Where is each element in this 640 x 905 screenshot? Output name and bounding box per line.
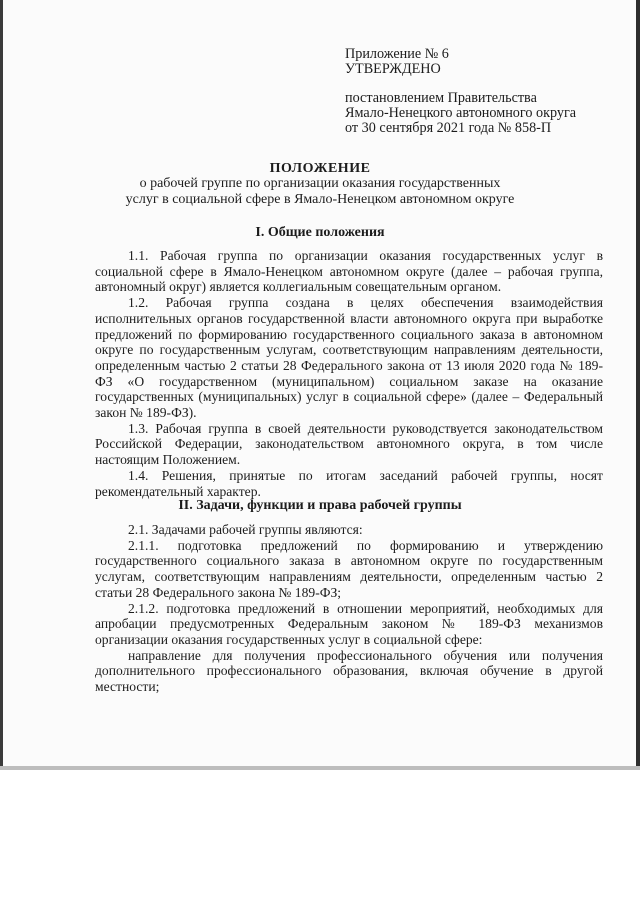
government-line: Ямало-Ненецкого автономного округа — [345, 105, 577, 121]
section-heading-general: I. Общие положения — [255, 225, 385, 240]
paragraph: 1.1. Рабочая группа по организации оказания государственных услуг в социальной сфере в Ямало-Ненецком автономном округе (далее – рабочая группа, автономный округ) является коллегиальным совещательным органом. — [95, 248, 603, 295]
approval-stamp-block — [345, 47, 576, 136]
document-subtitle — [0, 176, 640, 207]
paragraph: 1.4. Решения, принятые по итогам заседаний рабочей группы, носят рекомендательный характер. — [95, 467, 603, 499]
paragraph: 2.1.1. подготовка предложений по формированию и утверждению государственного социального заказа в автономном округе по государственным услугам, соответствующим направлениям деятельности, определенным частью 2 статьи 28 Федерального закона № 189-ФЗ; — [95, 537, 603, 600]
subtitle-line: услуг в социальной сфере в Ямало-Ненецком автономном округе — [125, 191, 515, 207]
appendix-number: Приложение № 6 — [345, 46, 449, 62]
paragraph: 2.1. Задачами рабочей группы являются: — [128, 522, 363, 537]
scan-edge-bottom — [0, 766, 640, 770]
section-body-tasks — [95, 522, 603, 695]
resolution-date: от 30 сентября 2021 года № 858-П — [345, 120, 552, 136]
paragraph: 1.2. Рабочая группа создана в целях обеспечения взаимодействия исполнительных органов государственной власти автономного округа при выработке предложений по формированию государственного социального заказа в автономном округе по государственным услугам, соответствующим направлениям деятельности, определенным частью 2 статьи 28 Федерального закона от 13 июля 2020 года № 189-ФЗ «О государственном (муниципальном) социальном заказе на оказание государственных (муниципальных) услуг в социальной сфере» (далее – Федеральный закон № 189-ФЗ). — [95, 295, 603, 421]
section-heading-tasks: II. Задачи, функции и права рабочей группы — [178, 498, 462, 513]
paragraph: 1.3. Рабочая группа в своей деятельности руководствуется законодательством Российской Федерации, законодательством автономного округа, в том числе настоящим Положением. — [95, 420, 603, 468]
section-body-general — [95, 248, 603, 499]
document-title: ПОЛОЖЕНИЕ — [269, 161, 371, 176]
subtitle-line: о рабочей группе по организации оказания государственных — [139, 176, 501, 191]
paragraph: 2.1.2. подготовка предложений в отношении мероприятий, необходимых для апробации предусмотренных Федеральным законом № 189-ФЗ механизмов организации оказания государственных услуг в социальной сфере: — [95, 600, 603, 647]
approved-label: УТВЕРЖДЕНО — [345, 61, 441, 77]
resolution-line: постановлением Правительства — [345, 90, 537, 106]
scan-edge-left — [0, 0, 3, 770]
scan-edge-right — [636, 0, 640, 770]
paragraph: направление для получения профессионального обучения или получения дополнительного профессионального образования, включая обучение в другой местности; — [95, 647, 603, 695]
